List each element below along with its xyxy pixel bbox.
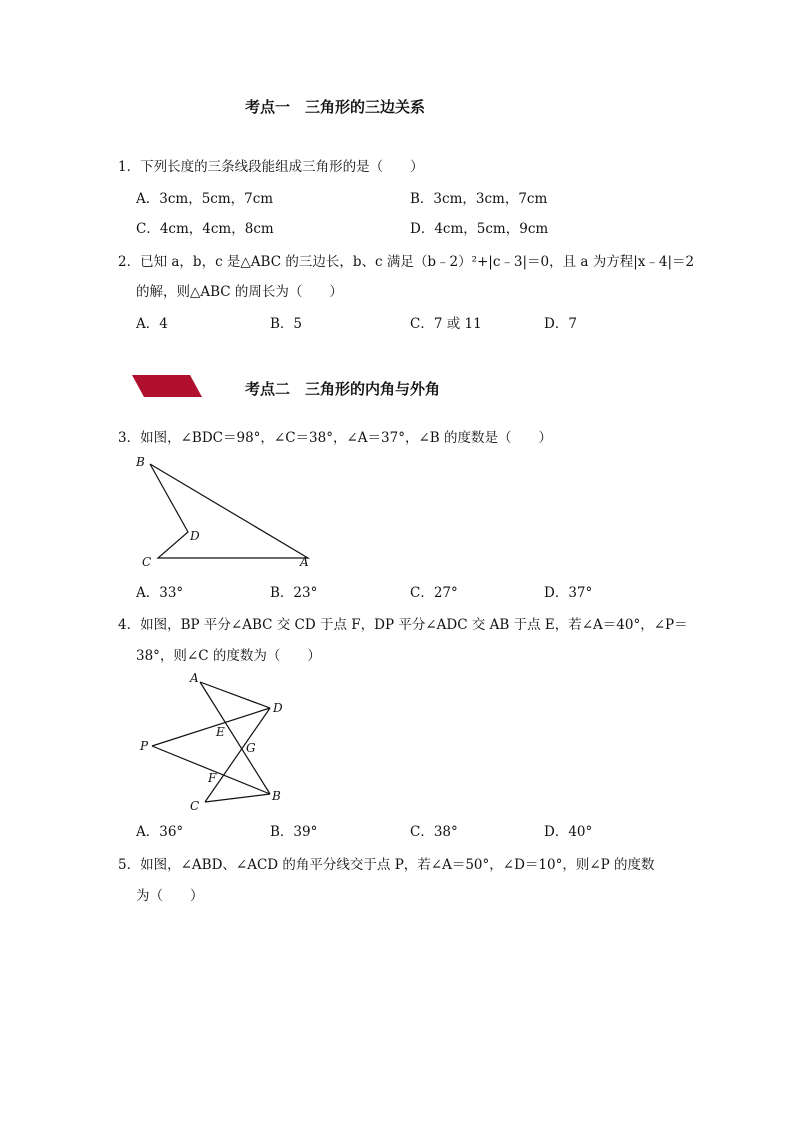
q4-option-a: A．36° — [136, 824, 184, 840]
q2-option-a: A．4 — [136, 316, 168, 332]
q2-option-b: B．5 — [270, 316, 303, 332]
q3-option-a: A．33° — [136, 585, 184, 601]
section-title-2: 考点二 三角形的内角与外角 — [245, 380, 441, 398]
q4-label-d: D — [273, 701, 283, 715]
question-2-stem-line2: 的解，则△ABC 的周长为（ ） — [136, 284, 343, 300]
q3-label-b: B — [136, 455, 145, 469]
q4-label-c: C — [190, 799, 200, 813]
q4-option-d: D．40° — [544, 824, 593, 840]
q4-label-e: E — [216, 725, 225, 739]
question-2-stem-line1: 2．已知 a，b，c 是△ABC 的三边长，b、c 满足（b﹣2）²+|c﹣3|＝0，且 a 为方程|x﹣4|＝2 — [118, 254, 695, 270]
question-4-stem-line2: 38°，则∠C 的度数为（ ） — [136, 648, 321, 664]
q3-option-b: B．23° — [270, 585, 318, 601]
q1-option-b: B．3cm，3cm，7cm — [410, 191, 548, 207]
q3-label-c: C — [142, 555, 152, 569]
q1-option-d: D．4cm，5cm，9cm — [410, 221, 549, 237]
q4-option-c: C．38° — [410, 824, 458, 840]
question-3-stem: 3．如图，∠BDC＝98°，∠C＝38°，∠A＝37°，∠B 的度数是（ ） — [118, 430, 552, 446]
q3-option-d: D．37° — [544, 585, 593, 601]
question-1-stem: 1．下列长度的三条线段能组成三角形的是（ ） — [118, 159, 424, 175]
q3-label-a: A — [300, 555, 309, 569]
q4-label-p: P — [140, 739, 149, 753]
q4-label-f: F — [208, 771, 217, 785]
q2-option-d: D．7 — [544, 316, 577, 332]
question-5-stem-line2: 为（ ） — [136, 888, 204, 904]
section-banner-parallelogram — [132, 375, 202, 397]
question-5-stem-line1: 5．如图，∠ABD、∠ACD 的角平分线交于点 P，若∠A＝50°，∠D＝10°，则∠P 的度数 — [118, 857, 655, 873]
q3-triangle-figure — [128, 452, 328, 572]
q1-option-c: C．4cm，4cm，8cm — [136, 221, 274, 237]
q4-label-a: A — [190, 671, 199, 685]
q3-figure-lines — [150, 464, 308, 558]
question-4-stem-line1: 4．如图，BP 平分∠ABC 交 CD 于点 F，DP 平分∠ADC 交 AB 于点 E，若∠A＝40°，∠P＝ — [118, 617, 688, 633]
q4-label-b: B — [272, 789, 281, 803]
q1-option-a: A．3cm，5cm，7cm — [136, 191, 274, 207]
q4-figure — [130, 668, 300, 818]
section-title-1: 考点一 三角形的三边关系 — [245, 98, 426, 116]
q4-option-b: B．39° — [270, 824, 318, 840]
q3-option-c: C．27° — [410, 585, 458, 601]
q4-label-g: G — [246, 741, 256, 755]
q3-label-d: D — [190, 529, 200, 543]
q2-option-c: C．7 或 11 — [410, 316, 482, 332]
